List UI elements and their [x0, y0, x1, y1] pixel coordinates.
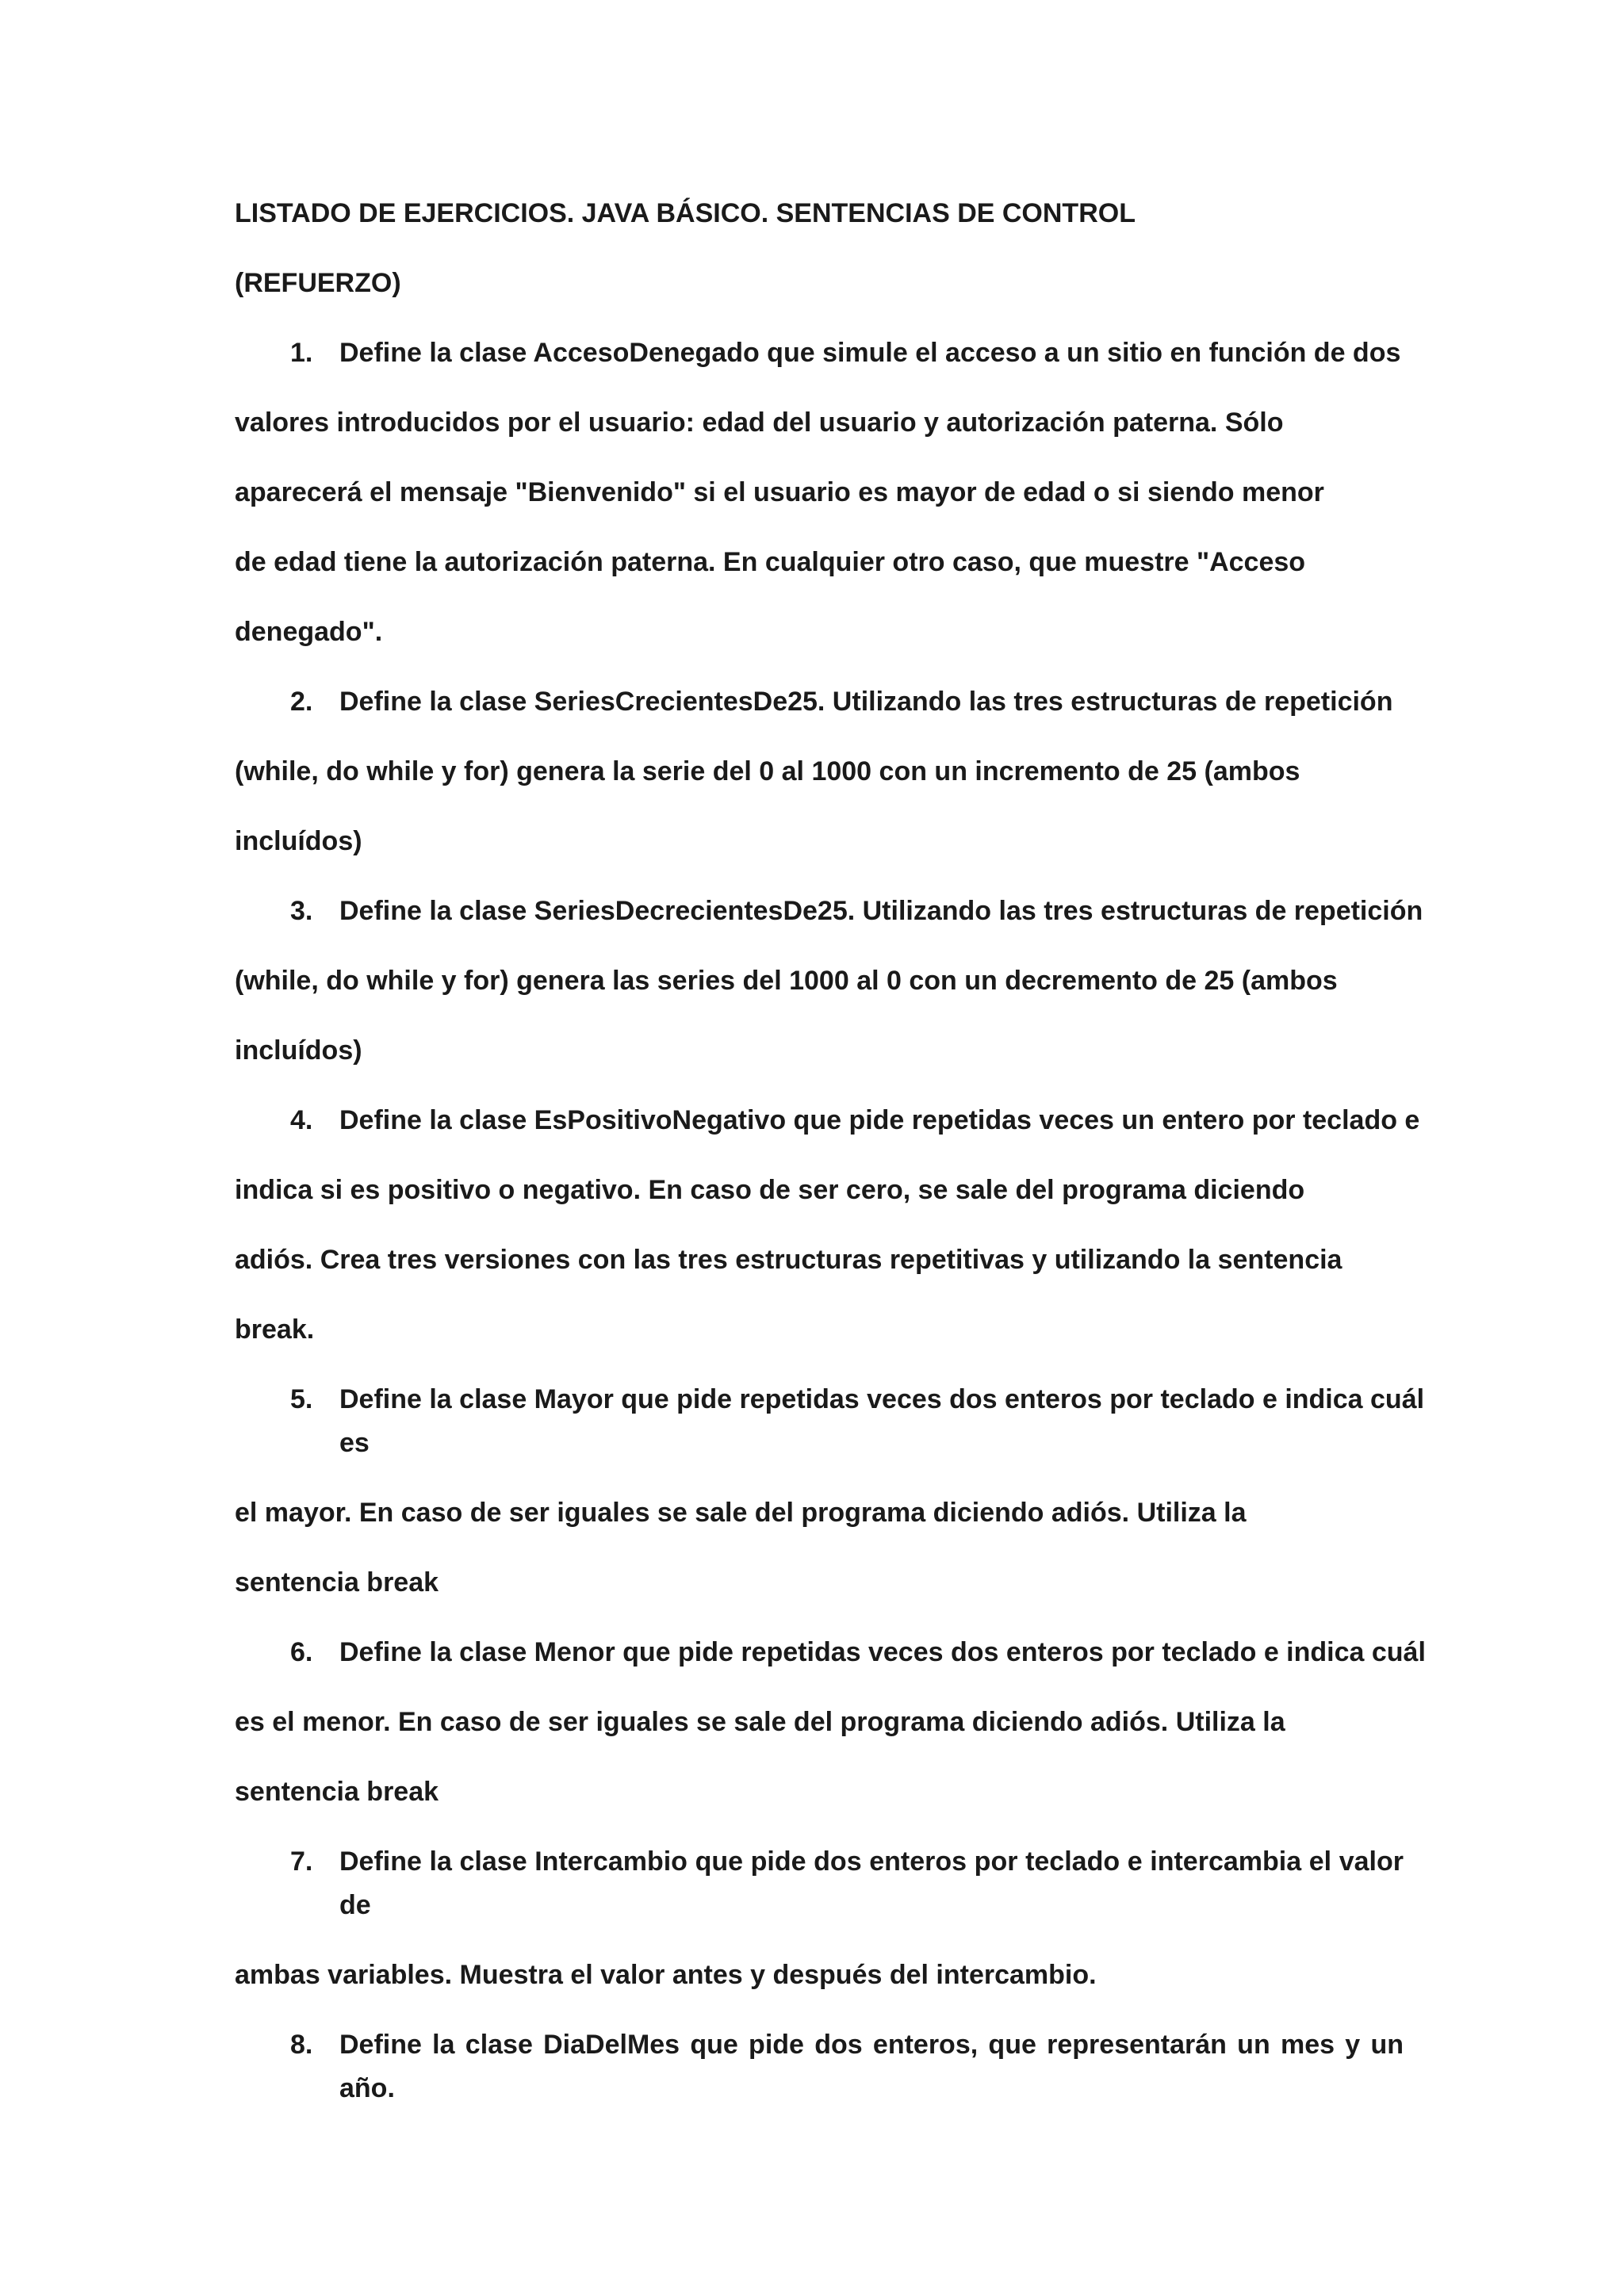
item-number: 3. [290, 896, 313, 926]
item-wrap-line: de [339, 1890, 371, 1920]
item-text-line: aparecerá el mensaje "Bienvenido" si el usuario es mayor de edad o si siendo menor [235, 477, 1324, 507]
document-subtitle: (REFUERZO) [235, 268, 401, 298]
item-first-line: Define la clase SeriesCrecientesDe25. Utilizando las tres estructuras de repetición [339, 687, 1393, 717]
item-text-line: (while, do while y for) genera las series del 1000 al 0 con un decremento de 25 (ambos [235, 966, 1338, 996]
item-number: 2. [290, 687, 313, 717]
item-number: 5. [290, 1384, 313, 1414]
item-first-line: Define la clase EsPositivoNegativo que pide repetidas veces un entero por teclado e [339, 1105, 1420, 1135]
item-text-line: el mayor. En caso de ser iguales se sale del programa diciendo adiós. Utiliza la [235, 1498, 1247, 1528]
item-number: 8. [290, 2030, 313, 2060]
item-first-line: Define la clase Menor que pide repetidas veces dos enteros por teclado e indica cuál [339, 1637, 1426, 1667]
item-text-line: es el menor. En caso de ser iguales se sale del programa diciendo adiós. Utiliza la [235, 1707, 1285, 1737]
item-first-line: Define la clase AccesoDenegado que simule el acceso a un sitio en función de dos [339, 338, 1401, 368]
item-number: 7. [290, 1846, 313, 1877]
item-first-line: Define la clase Intercambio que pide dos enteros por teclado e intercambia el valor [339, 1846, 1404, 1877]
item-text-line: incluídos) [235, 1035, 362, 1066]
item-text-line: indica si es positivo o negativo. En caso de ser cero, se sale del programa diciendo [235, 1175, 1305, 1205]
item-number: 1. [290, 338, 313, 368]
item-text-line: ambas variables. Muestra el valor antes y después del intercambio. [235, 1960, 1097, 1990]
item-wrap-line: es [339, 1428, 370, 1458]
item-text-line: denegado". [235, 617, 383, 647]
item-number: 6. [290, 1637, 313, 1667]
item-text-line: de edad tiene la autorización paterna. En cualquier otro caso, que muestre "Acceso [235, 547, 1306, 577]
item-text-line: sentencia break [235, 1567, 439, 1598]
item-text-line: valores introducidos por el usuario: edad del usuario y autorización paterna. Sólo [235, 408, 1284, 438]
document-title: LISTADO DE EJERCICIOS. JAVA BÁSICO. SENTENCIAS DE CONTROL [235, 198, 1136, 228]
item-wrap-line: año. [339, 2073, 395, 2103]
item-text-line: incluídos) [235, 826, 362, 856]
item-first-line: Define la clase DiaDelMes que pide dos enteros, que representarán un mes y un [339, 2030, 1404, 2060]
item-first-line: Define la clase SeriesDecrecientesDe25. Utilizando las tres estructuras de repetición [339, 896, 1423, 926]
item-first-line: Define la clase Mayor que pide repetidas veces dos enteros por teclado e indica cuál [339, 1384, 1425, 1414]
item-text-line: break. [235, 1314, 315, 1345]
item-text-line: (while, do while y for) genera la serie del 0 al 1000 con un incremento de 25 (ambos [235, 756, 1300, 786]
item-text-line: sentencia break [235, 1777, 439, 1807]
item-text-line: adiós. Crea tres versiones con las tres estructuras repetitivas y utilizando la sentencia [235, 1245, 1342, 1275]
item-number: 4. [290, 1105, 313, 1135]
